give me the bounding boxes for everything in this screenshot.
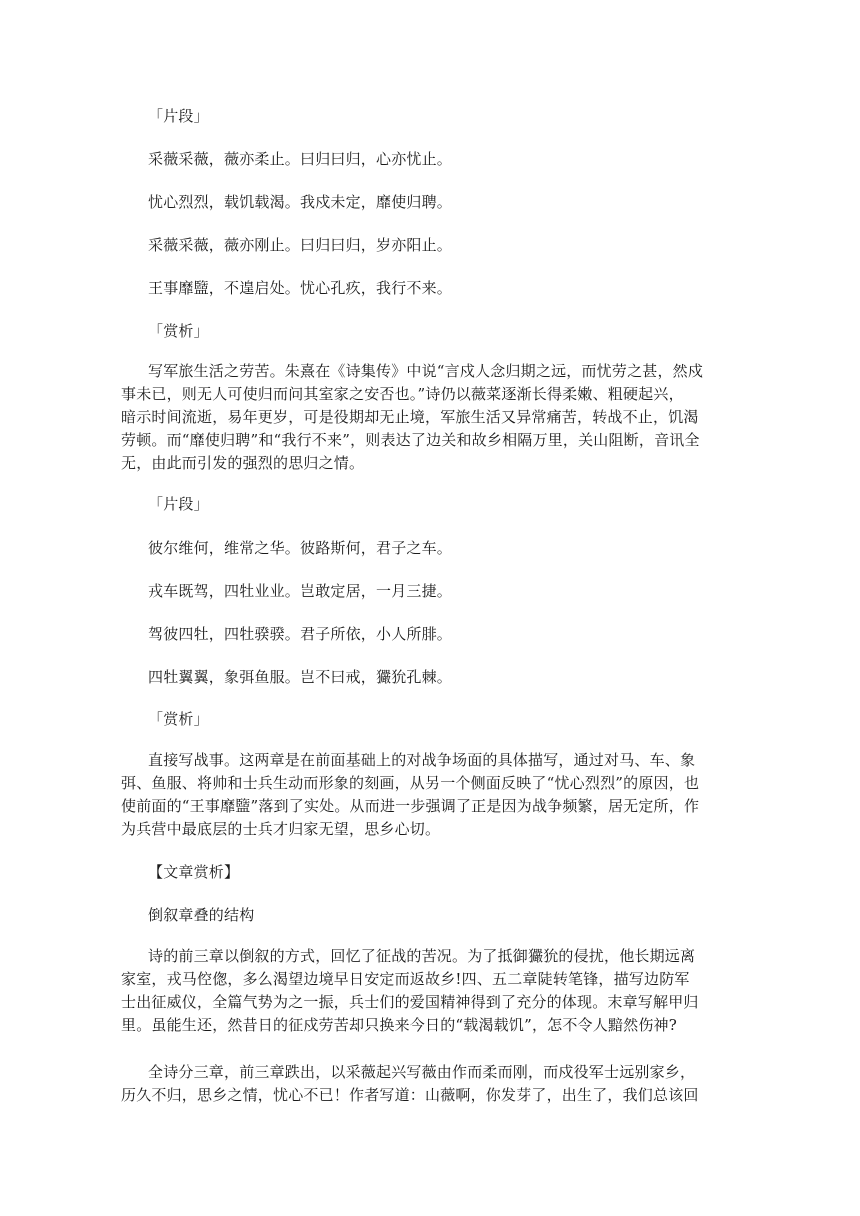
paragraph-line: 里。虽能生还，然昔日的征戍劳苦却只换来今日的“载渴载饥”，怎不令人黯然伤神? xyxy=(121,1016,677,1034)
paragraph-line: 诗的前三章以倒叙的方式，回忆了征战的苦况。为了抵御玁狁的侵扰，他长期远离 xyxy=(148,947,696,965)
body-paragraph xyxy=(121,1061,741,1107)
paragraph-line: 写军旅生活之劳苦。朱熹在《诗集传》中说“言戍人念归期之远，而忧劳之甚，然戍 xyxy=(148,362,704,380)
section-heading-analysis: 「赏析」 xyxy=(148,710,209,728)
section-heading-fragment: 「片段」 xyxy=(148,107,209,125)
poem-line: 忧心烈烈，载饥载渴。我戍未定，靡使归聘。 xyxy=(148,193,453,211)
paragraph-line: 弭、鱼服、将帅和士兵生动而形象的刻画，从另一个侧面反映了“忧心烈烈”的原因，也 xyxy=(121,774,700,792)
analysis-paragraph xyxy=(121,360,741,475)
section-heading-fragment: 「片段」 xyxy=(148,495,209,513)
section-heading-analysis: 「赏析」 xyxy=(148,322,209,340)
article-analysis-heading: 【文章赏析】 xyxy=(148,863,240,881)
paragraph-line: 直接写战事。这两章是在前面基础上的对战争场面的具体描写，通过对马、车、象 xyxy=(148,751,696,769)
poem-line: 采薇采薇，薇亦刚止。曰归曰归，岁亦阳止。 xyxy=(148,236,453,254)
body-paragraph xyxy=(121,945,741,1037)
poem-line: 彼尔维何，维常之华。彼路斯何，君子之车。 xyxy=(148,539,453,557)
paragraph-line: 全诗分三章，前三章跌出，以采薇起兴写薇由作而柔而刚，而戍役军士远别家乡， xyxy=(148,1063,696,1081)
paragraph-line: 士出征威仪，全篇气势为之一振，兵士们的爱国精神得到了充分的体现。末章写解甲归 xyxy=(121,993,699,1011)
paragraph-line: 劳顿。而“靡使归聘”和“我行不来”，则表达了边关和故乡相隔万里，关山阻断，音讯全 xyxy=(121,431,700,449)
paragraph-line: 暗示时间流逝，易年更岁，可是役期却无止境，军旅生活又异常痛苦，转战不止，饥渴 xyxy=(121,408,699,426)
poem-line: 四牡翼翼，象弭鱼服。岂不曰戒，玁狁孔棘。 xyxy=(148,668,453,686)
paragraph-line: 事未已，则无人可使归而问其室家之安否也。”诗仍以薇菜逐渐长得柔嫩、粗硬起兴， xyxy=(121,385,684,403)
poem-line: 采薇采薇，薇亦柔止。曰归曰归，心亦忧止。 xyxy=(148,150,453,168)
paragraph-line: 家室，戎马倥偬，多么渴望边境早日安定而返故乡!四、五二章陡转笔锋，描写边防军 xyxy=(121,970,690,988)
poem-line: 王事靡盬，不遑启处。忧心孔疚，我行不来。 xyxy=(148,279,453,297)
paragraph-line: 使前面的“王事靡盬”落到了实处。从而进一步强调了正是因为战争频繁，居无定所，作 xyxy=(121,797,700,815)
poem-line: 戎车既驾，四牡业业。岂敢定居，一月三捷。 xyxy=(148,582,453,600)
paragraph-line: 历久不归，思乡之情，忧心不已！作者写道：山薇啊，你发芽了，出生了，我们总该回 xyxy=(121,1086,699,1104)
paragraph-line: 为兵营中最底层的士兵才归家无望，思乡心切。 xyxy=(121,820,441,838)
paragraph-line: 无，由此而引发的强烈的思归之情。 xyxy=(121,454,365,472)
poem-line: 驾彼四牡，四牡骙骙。君子所依，小人所腓。 xyxy=(148,625,453,643)
analysis-paragraph xyxy=(121,749,741,841)
subheading: 倒叙章叠的结构 xyxy=(148,906,255,924)
